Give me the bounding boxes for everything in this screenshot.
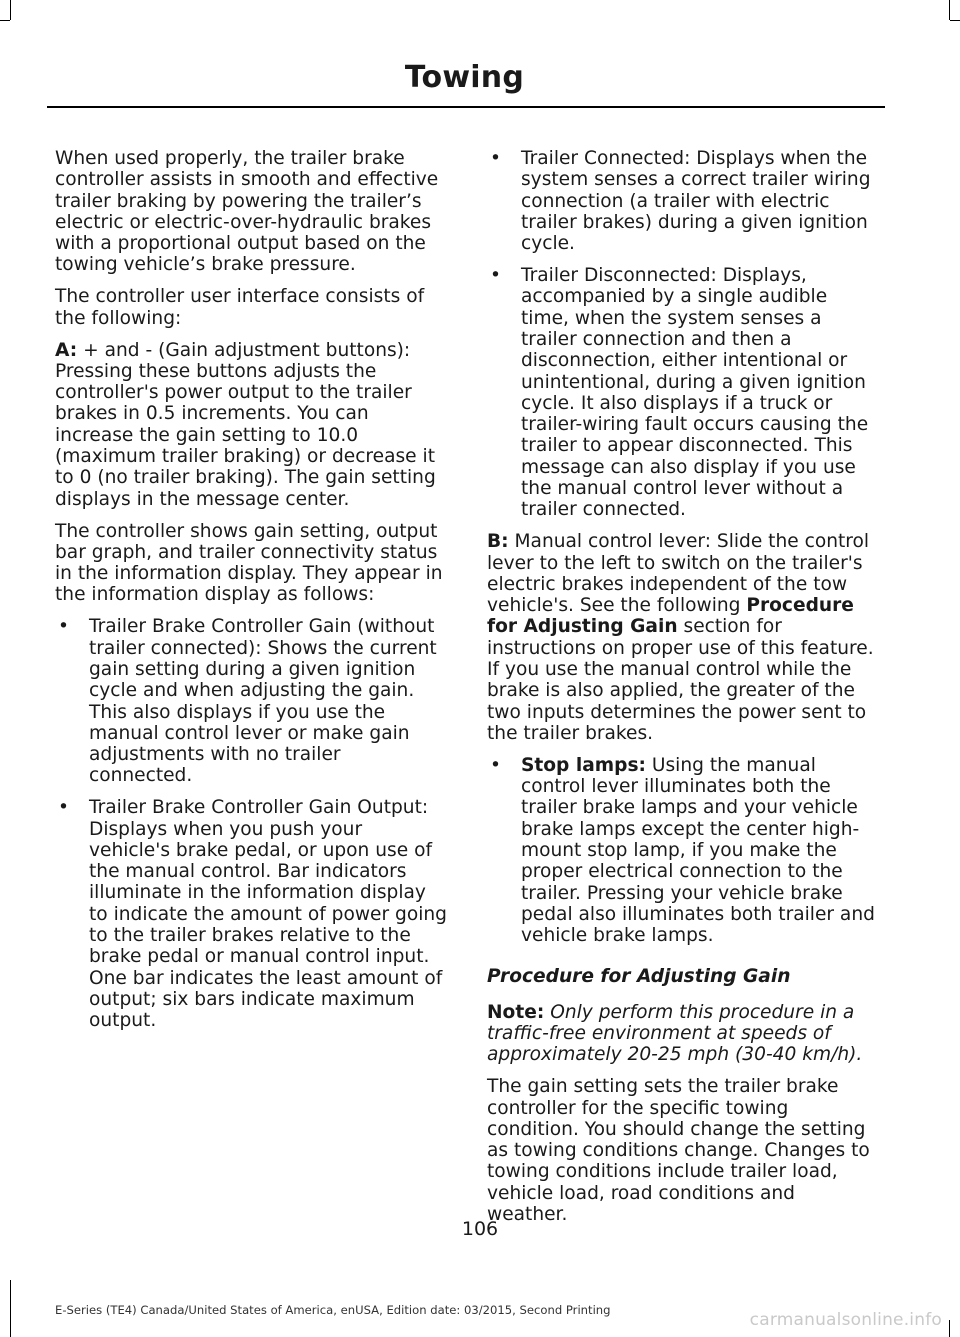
- stop-lamps-label: Stop lamps:: [521, 754, 646, 776]
- left-column: [55, 148, 447, 1042]
- stop-lamps-text: Using the manual control lever illuminates both the trailer brake lamps and your vehicle brake lamps except the center high-mount stop lamp, if you make the proper electrical connection to the trailer. Pressing your vehicle brake pedal also illuminates both trailer and vehicle brake lamps.: [521, 754, 875, 947]
- right-bullet-list: [487, 148, 879, 521]
- page-title: Towing: [404, 60, 524, 95]
- intro-paragraph: When used properly, the trailer brake controller assists in smooth and effective trailer braking by powering the trailer’s electric or electric-over-hydraulic brakes with a proportional output based on the towing vehicle’s brake pressure.: [55, 148, 439, 276]
- note-text: Only perform this procedure in a traffic-free environment at speeds of approximately 20-25 mph (30-40 km/h).: [487, 1001, 863, 1066]
- gain-buttons-paragraph: [55, 340, 447, 510]
- procedure-heading: Procedure for Adjusting Gain: [487, 966, 791, 988]
- display-paragraph: The controller shows gain setting, output bar graph, and trailer connectivity status in the information display. They appear in the information display as follows:: [55, 520, 443, 606]
- label-b: B:: [487, 531, 509, 553]
- crop-mark-top-right-v: [949, 0, 950, 20]
- list-item-text: Trailer Disconnected: Displays, accompanied by a single audible time, when the system senses a trailer connection and then a disconnection, either intentional or unintentional, during a given ignition cycle. It also displays if a truck or trailer-wiring fault occurs causing the trailer to appear disconnected. This message can also display if you use the manual control lever without a trailer connected.: [521, 265, 869, 521]
- list-item: [487, 755, 879, 947]
- interface-paragraph: The controller user interface consists of the following:: [55, 286, 425, 329]
- bullet-marker: •: [490, 754, 501, 776]
- list-item: [55, 797, 447, 1031]
- note-paragraph: [487, 1002, 879, 1066]
- bullet-marker: •: [490, 148, 501, 169]
- label-a: A:: [55, 339, 78, 361]
- manual-lever-text-cont: section for instructions on proper use of this feature. If you use the manual control while the brake is also applied, the greater of the two inputs determines the power sent to the trailer brakes.: [487, 616, 874, 744]
- header-divider: [47, 106, 885, 108]
- gain-buttons-text: + and - (Gain adjustment buttons): Pressing these buttons adjusts the controller's power output to the trailer brakes in 0.5 increments. You can increase the gain setting to 10.0 (maximum trailer braking) or decrease it to 0 (no trailer braking). The gain setting displays in the message center.: [55, 339, 436, 510]
- bullet-marker: •: [58, 797, 69, 819]
- crop-mark-top-left-v: [10, 0, 11, 20]
- manual-lever-text: Manual control lever: Slide the control lever to the left to switch on the trailer's electric brakes independent of the tow vehicle's. See the following: [487, 531, 870, 617]
- footer-edition: E-Series (TE4) Canada/United States of America, enUSA, Edition date: 03/2015, Second Printing: [55, 1303, 611, 1317]
- bullet-marker: •: [58, 616, 69, 638]
- note-label: Note:: [487, 1001, 545, 1023]
- stop-lamps-list: [487, 755, 879, 947]
- right-column: [487, 148, 879, 1236]
- crop-mark-bottom-right-v: [949, 1320, 950, 1337]
- list-item: [55, 616, 447, 786]
- list-item-text: Trailer Brake Controller Gain (without trailer connected): Shows the current gain setting during a given ignition cycle and when adjusting the gain. This also displays if you use the manual control lever or make gain adjustments with no trailer connected.: [89, 616, 437, 787]
- crop-mark-top-left-h: [0, 20, 10, 21]
- list-item: [487, 265, 879, 521]
- gain-setting-paragraph: The gain setting sets the trailer brake controller for the specific towing condition. You should change the setting as towing conditions change. Changes to towing conditions include trailer load, vehicle load, road conditions and weather.: [487, 1076, 870, 1226]
- list-item-text: Trailer Connected: Displays when the system senses a correct trailer wiring connection (a trailer with electric trailer brakes) during a given ignition cycle.: [521, 148, 871, 255]
- manual-lever-paragraph: [487, 531, 879, 744]
- page-number: 106: [461, 1218, 499, 1240]
- watermark: carmanualsonline.info: [749, 1310, 942, 1330]
- bullet-marker: •: [490, 265, 501, 287]
- list-item: [487, 148, 879, 254]
- crop-mark-top-right-h: [950, 20, 960, 21]
- procedure-reference: Procedure for Adjusting Gain: [487, 595, 854, 638]
- left-bullet-list: [55, 616, 447, 1031]
- crop-mark-bottom-left-v: [10, 1280, 11, 1337]
- list-item-text: Trailer Brake Controller Gain Output: Displays when you push your vehicle's brake pedal, or upon use of the manual control. Bar indicators illuminate in the information display to indicate the amount of power going to the trailer brakes relative to the brake pedal or manual control input. One bar indicates the least amount of output; six bars indicate maximum output.: [89, 797, 447, 1032]
